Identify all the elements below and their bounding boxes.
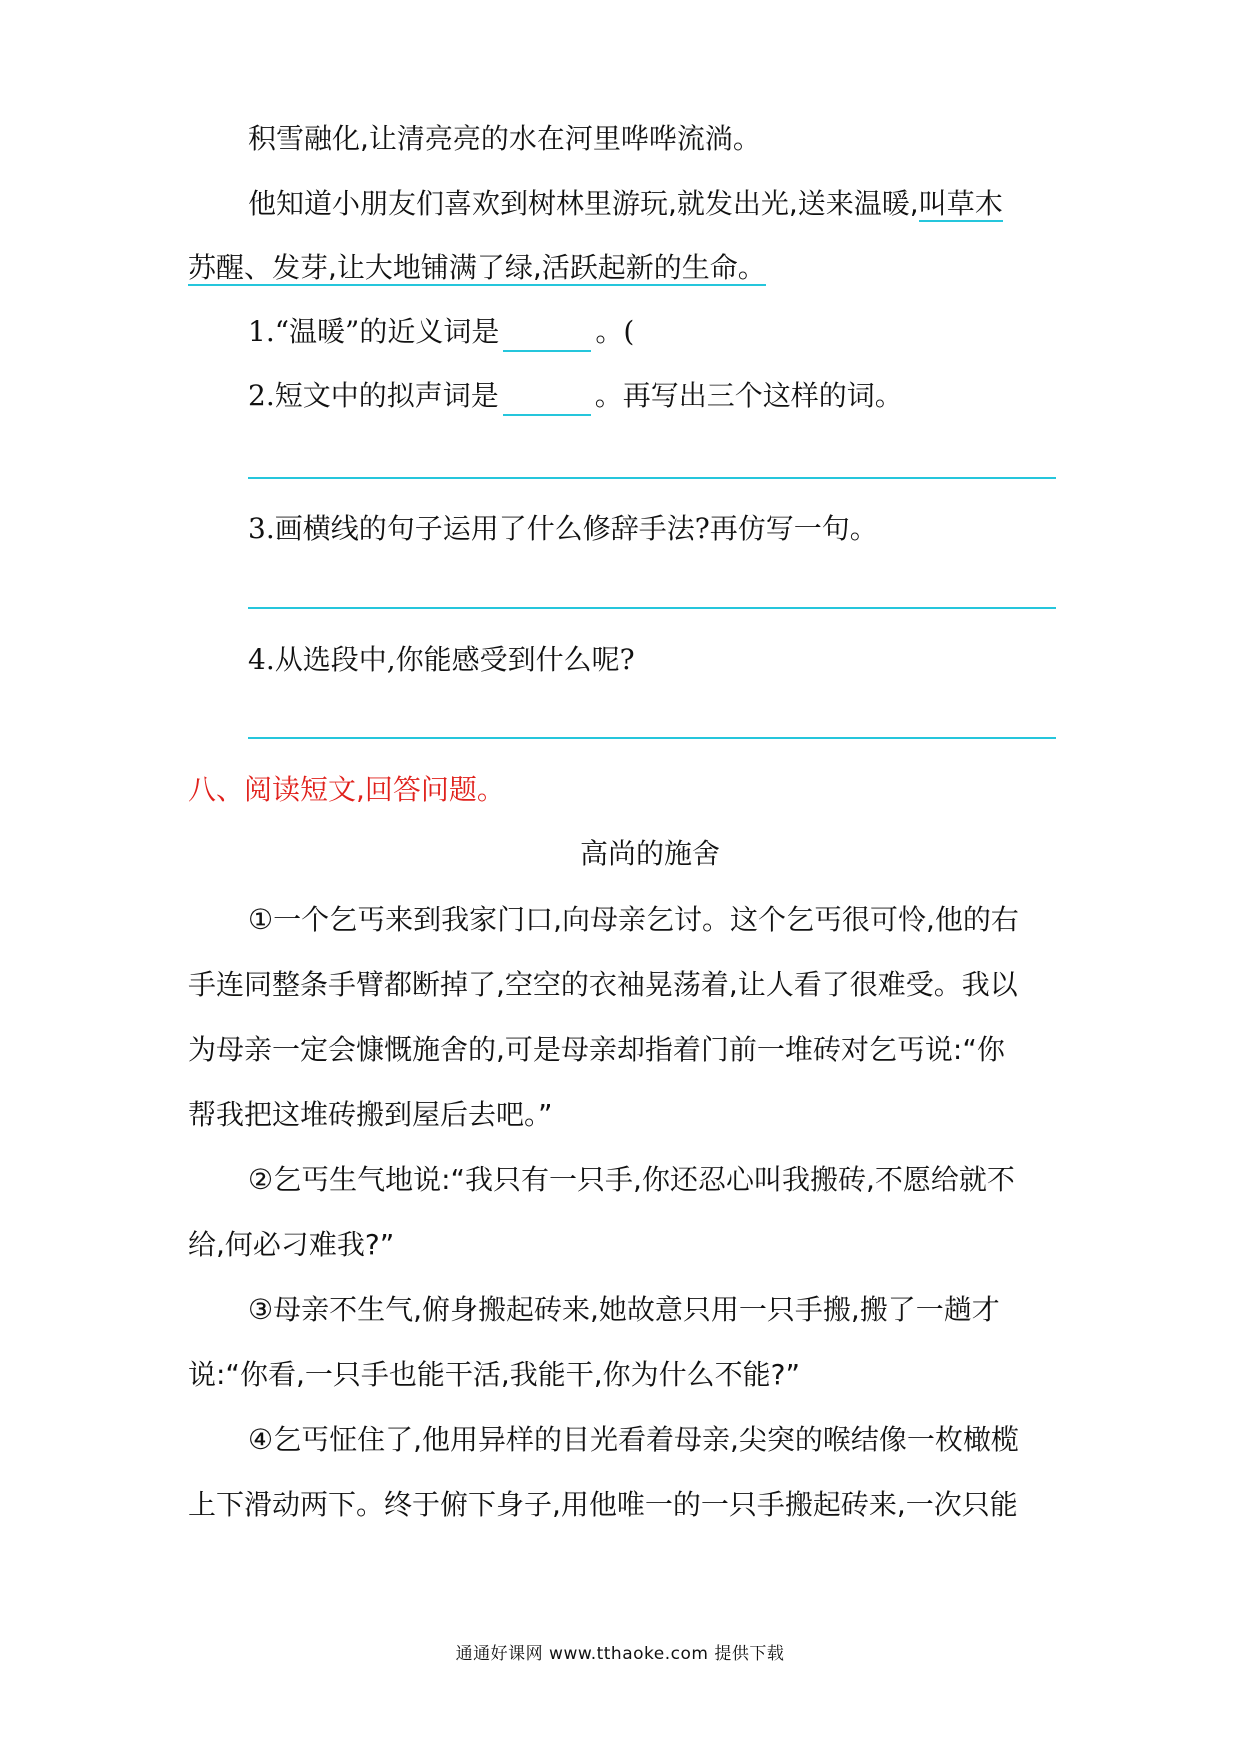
passage1-line2-text: 他知道小朋友们喜欢到树林里游玩,就发出光,送来温暖,	[248, 187, 919, 220]
answer-line-2[interactable]	[248, 477, 1056, 479]
paragraph-3-line-2: 说:“你看,一只手也能干活,我能干,你为什么不能?”	[188, 1358, 801, 1391]
paragraph-4-line-1: ④乞丐怔住了,他用异样的目光看着母亲,尖突的喉结像一枚橄榄	[248, 1423, 1019, 1456]
question-2-blank[interactable]	[503, 384, 591, 416]
section-heading: 八、阅读短文,回答问题。	[188, 773, 505, 806]
question-2-tail: 。再写出三个这样的词。	[594, 379, 903, 412]
paragraph-4-line-2: 上下滑动两下。终于俯下身子,用他唯一的一只手搬起砖来,一次只能	[188, 1488, 1018, 1521]
article-title: 高尚的施舍	[579, 837, 720, 870]
underlined-sentence-start: 叫草木	[918, 187, 1003, 220]
question-4: 4.从选段中,你能感受到什么呢?	[248, 643, 635, 676]
answer-line-3[interactable]	[248, 607, 1056, 609]
paragraph-3-line-1: ③母亲不生气,俯身搬起砖来,她故意只用一只手搬,搬了一趟才	[248, 1293, 1000, 1326]
paragraph-1-line-2: 手连同整条手臂都断掉了,空空的衣袖晃荡着,让人看了很难受。我以	[188, 968, 1018, 1001]
question-3: 3.画横线的句子运用了什么修辞手法?再仿写一句。	[248, 512, 878, 545]
underlined-sentence-end: 苏醒、发芽,让大地铺满了绿,活跃起新的生命。	[188, 251, 766, 284]
question-1	[248, 312, 634, 352]
paragraph-1-line-3: 为母亲一定会慷慨施舍的,可是母亲却指着门前一堆砖对乞丐说:“你	[188, 1033, 1005, 1066]
question-1-text: 1.“温暖”的近义词是	[248, 315, 500, 348]
question-2	[248, 376, 903, 416]
paragraph-2-line-1: ②乞丐生气地说:“我只有一只手,你还忍心叫我搬砖,不愿给就不	[248, 1163, 1015, 1196]
paragraph-2-line-2: 给,何必刁难我?”	[188, 1228, 395, 1261]
passage1-line1: 积雪融化,让清亮亮的水在河里哗哗流淌。	[248, 122, 761, 155]
passage1-line2	[248, 184, 1003, 224]
question-1-blank[interactable]	[503, 320, 591, 352]
passage1-line3	[188, 248, 766, 288]
paragraph-1-line-1: ①一个乞丐来到我家门口,向母亲乞讨。这个乞丐很可怜,他的右	[248, 903, 1019, 936]
answer-line-4[interactable]	[248, 737, 1056, 739]
question-1-tail: 。(	[595, 315, 635, 348]
paragraph-1-line-4: 帮我把这堆砖搬到屋后去吧。”	[188, 1098, 553, 1131]
question-2-text: 2.短文中的拟声词是	[248, 379, 499, 412]
footer-text[interactable]: 通通好课网 www.tthaoke.com 提供下载	[455, 1644, 785, 1664]
